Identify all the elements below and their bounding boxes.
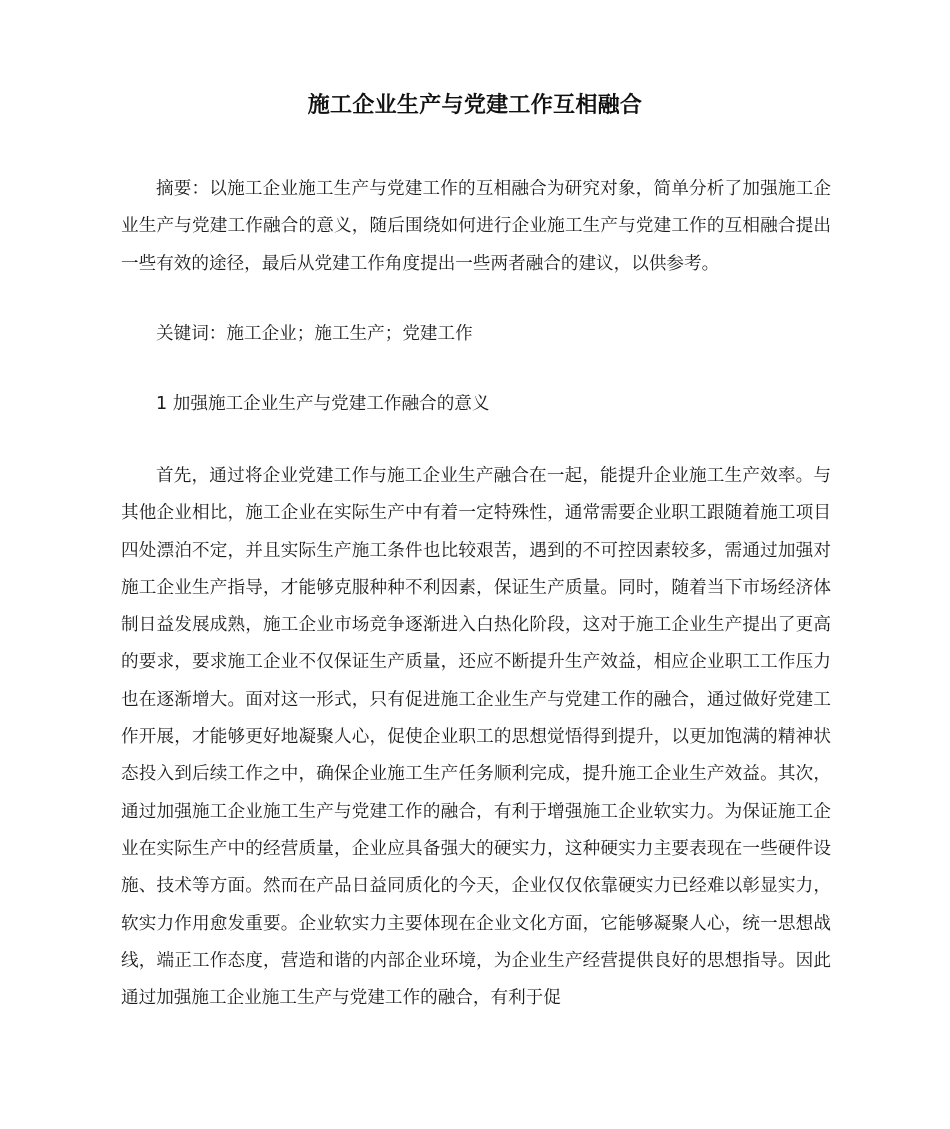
keywords-line: 关键词：施工企业；施工生产；党建工作 <box>156 324 473 344</box>
body-paragraph: 首先，通过将企业党建工作与施工企业生产融合在一起，能提升企业施工生产效率。与其他企业相比，施工企业在实际生产中有着一定特殊性，通常需要企业职工跟随着施工项目四处漂泊不定，并且实际生产施工条件也比较艰苦，遇到的不可控因素较多，需通过加强对施工企业生产指导，才能够克服种种不利因素，保证生产质量。同时，随着当下市场经济体制日益发展成熟，施工企业市场竞争逐渐进入白热化阶段，这对于施工企业生产提出了更高的要求，要求施工企业不仅保证生产质量，还应不断提升生产效益，相应企业职工工作压力也在逐渐增大。面对这一形式，只有促进施工企业生产与党建工作的融合，通过做好党建工作开展，才能够更好地凝聚人心，促使企业职工的思想觉悟得到提升，以更加饱满的精神状态投入到后续工作之中，确保企业施工生产任务顺利完成，提升施工企业生产效益。其次，通过加强施工企业施工生产与党建工作的融合，有利于增强施工企业软实力。为保证施工企业在实际生产中的经营质量，企业应具备强大的硬实力，这种硬实力主要表现在一些硬件设施、技术等方面。然而在产品日益同质化的今天，企业仅仅依靠硬实力已经难以彰显实力，软实力作用愈发重要。企业软实力主要体现在企业文化方面，它能够凝聚人心，统一思想战线，端正工作态度，营造和谐的内部企业环境，为企业生产经营提供良好的思想指导。因此通过加强施工企业施工生产与党建工作的融合，有利于促 <box>121 466 831 1009</box>
section-heading: 1 加强施工企业生产与党建工作融合的意义 <box>156 394 490 414</box>
document-title: 施工企业生产与党建工作互相融合 <box>307 93 643 118</box>
abstract-paragraph: 摘要：以施工企业施工生产与党建工作的互相融合为研究对象，简单分析了加强施工企业生产与党建工作融合的意义，随后围绕如何进行企业施工生产与党建工作的互相融合提出一些有效的途径，最后从党建工作角度提出一些两者融合的建议，以供参考。 <box>121 179 831 274</box>
